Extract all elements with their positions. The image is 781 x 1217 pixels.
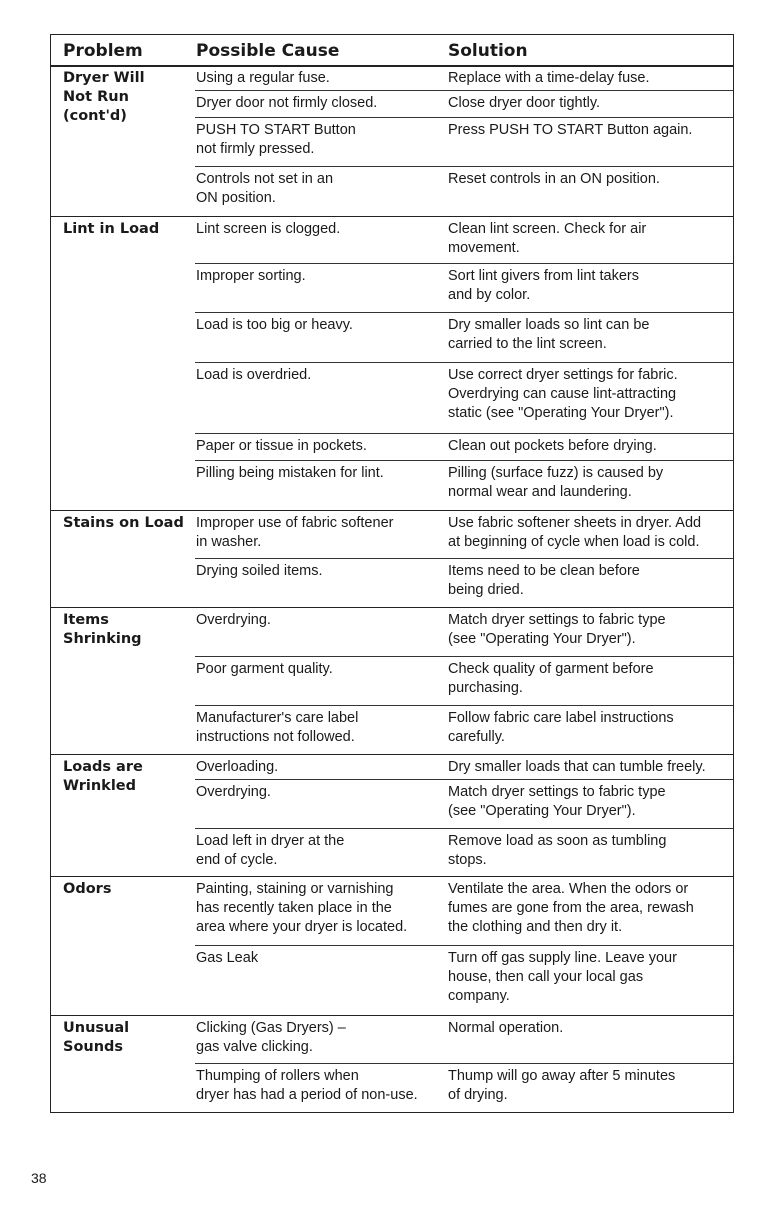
solution-text: Items need to be clean before being dried. — [448, 563, 640, 598]
problem-label: Stains on Load — [63, 515, 184, 531]
cause-text: Paper or tissue in pockets. — [196, 438, 367, 454]
table-row — [195, 705, 733, 754]
cause-text: Lint screen is clogged. — [196, 221, 341, 237]
cause-text: Thumping of rollers when dryer has had a period of non-use. — [196, 1068, 418, 1103]
solution-text: Dry smaller loads so lint can be carried to the lint screen. — [448, 317, 650, 352]
solution-text: Clean lint screen. Check for air movement. — [448, 221, 647, 256]
problem-group — [51, 754, 733, 877]
table-row — [195, 166, 733, 216]
solution-text: Check quality of garment before purchasing. — [448, 661, 654, 696]
table-row — [195, 779, 733, 829]
table-row — [195, 945, 733, 1015]
header-possible-cause: Possible Cause — [196, 41, 340, 61]
cause-text: Gas Leak — [196, 950, 259, 966]
troubleshooting-table — [50, 34, 734, 1113]
table-row — [195, 876, 733, 946]
solution-text: Pilling (surface fuzz) is caused by normal wear and laundering. — [448, 465, 664, 500]
table-row — [195, 510, 733, 559]
cause-text: Overdrying. — [196, 784, 271, 800]
cause-text: Poor garment quality. — [196, 661, 333, 677]
cause-text: Clicking (Gas Dryers) – gas valve clicking. — [196, 1020, 346, 1055]
page-number: 38 — [31, 1170, 47, 1186]
problem-group — [51, 65, 733, 217]
table-row — [195, 828, 733, 876]
problem-label: Items Shrinking — [63, 612, 142, 647]
solution-text: Press PUSH TO START Button again. — [448, 122, 693, 138]
problem-group — [51, 607, 733, 755]
table-row — [195, 656, 733, 706]
solution-text: Dry smaller loads that can tumble freely. — [448, 759, 706, 775]
solution-text: Use correct dryer settings for fabric. Overdrying can cause lint-attracting static (see "Operating Your Dryer"). — [448, 367, 678, 421]
cause-text: Controls not set in an ON position. — [196, 171, 334, 206]
table-row — [195, 460, 733, 510]
solution-text: Replace with a time-delay fuse. — [448, 70, 650, 86]
solution-text: Remove load as soon as tumbling stops. — [448, 833, 667, 868]
table-row — [195, 362, 733, 434]
cause-text: Pilling being mistaken for lint. — [196, 465, 384, 481]
table-row — [195, 607, 733, 657]
cause-text: Load is overdried. — [196, 367, 312, 383]
table-row — [195, 558, 733, 607]
solution-text: Sort lint givers from lint takers and by color. — [448, 268, 639, 303]
problem-group — [51, 1015, 733, 1114]
cause-text: Painting, staining or varnishing has recently taken place in the area where your dryer is located. — [196, 881, 408, 935]
problem-label: Unusual Sounds — [63, 1020, 130, 1055]
cause-text: Overloading. — [196, 759, 279, 775]
cause-text: Dryer door not firmly closed. — [196, 95, 378, 111]
cause-text: Drying soiled items. — [196, 563, 323, 579]
solution-text: Match dryer settings to fabric type (see "Operating Your Dryer"). — [448, 612, 666, 647]
problem-group — [51, 876, 733, 1016]
solution-text: Follow fabric care label instructions carefully. — [448, 710, 674, 745]
table-row — [195, 312, 733, 363]
solution-text: Match dryer settings to fabric type (see "Operating Your Dryer"). — [448, 784, 666, 819]
table-row — [195, 754, 733, 780]
cause-text: Improper use of fabric softener in washer. — [196, 515, 394, 550]
solution-text: Ventilate the area. When the odors or fumes are gone from the area, rewash the clothing and then dry it. — [448, 881, 694, 935]
solution-text: Close dryer door tightly. — [448, 95, 601, 111]
table-row — [195, 65, 733, 91]
table-row — [195, 263, 733, 313]
solution-text: Use fabric softener sheets in dryer. Add at beginning of cycle when load is cold. — [448, 515, 702, 550]
problem-label: Loads are Wrinkled — [63, 759, 143, 794]
cause-text: Load is too big or heavy. — [196, 317, 353, 333]
problem-label: Lint in Load — [63, 221, 160, 237]
table-row — [195, 90, 733, 118]
solution-text: Thump will go away after 5 minutes of drying. — [448, 1068, 676, 1103]
table-row — [195, 216, 733, 264]
table-row — [195, 433, 733, 461]
cause-text: Load left in dryer at the end of cycle. — [196, 833, 345, 868]
problem-group — [51, 510, 733, 608]
cause-text: Improper sorting. — [196, 268, 306, 284]
table-row — [195, 117, 733, 167]
problem-group — [51, 216, 733, 511]
cause-text: Using a regular fuse. — [196, 70, 330, 86]
solution-text: Clean out pockets before drying. — [448, 438, 657, 454]
cause-text: Manufacturer's care label instructions not followed. — [196, 710, 359, 745]
cause-text: Overdrying. — [196, 612, 271, 628]
cause-text: PUSH TO START Button not firmly pressed. — [196, 122, 356, 157]
header-solution: Solution — [448, 41, 528, 61]
table-row — [195, 1063, 733, 1114]
solution-text: Reset controls in an ON position. — [448, 171, 660, 187]
table-row — [195, 1015, 733, 1064]
table-header — [51, 35, 733, 67]
header-problem: Problem — [63, 41, 143, 61]
solution-text: Normal operation. — [448, 1020, 564, 1036]
problem-label: Odors — [63, 881, 112, 897]
problem-label: Dryer Will Not Run (cont'd) — [63, 70, 145, 124]
solution-text: Turn off gas supply line. Leave your house, then call your local gas company. — [448, 950, 677, 1004]
